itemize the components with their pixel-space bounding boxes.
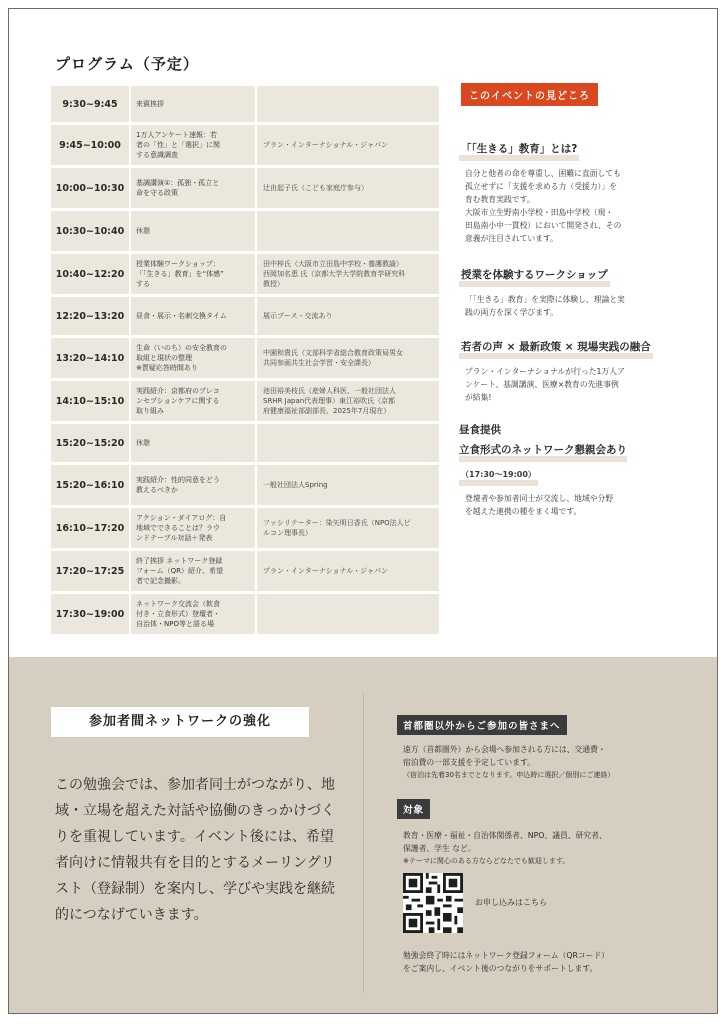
schedule-speaker bbox=[255, 424, 439, 462]
schedule-time: 16:10~17:20 bbox=[51, 508, 129, 548]
schedule-row bbox=[51, 338, 439, 378]
lunch-title: 昼食提供 bbox=[459, 424, 501, 436]
schedule-row bbox=[51, 125, 439, 165]
schedule-description: 休憩 bbox=[129, 211, 255, 251]
target-text: 教育・医療・福祉・自治体関係者、NPO、議員、研究者、 保護者、学生 など。 ※テーマに関心のある方ならどなたでも歓迎します。 bbox=[403, 831, 607, 865]
footer-text: 勉強会終了時にはネットワーク登録フォーム（QRコード） をご案内し、イベント後のつながりをサポートします。 bbox=[403, 951, 610, 973]
schedule-row bbox=[51, 381, 439, 421]
schedule-description: 休憩 bbox=[129, 424, 255, 462]
highlight-body: 「「生きる」教育」を実際に体験し、理論と実 践の両方を深く学びます。 bbox=[465, 295, 625, 317]
highlight-title: 「「生きる」教育」とは? bbox=[459, 143, 579, 161]
highlight-title: 若者の声 × 最新政策 × 現場実践の融合 bbox=[459, 341, 653, 359]
schedule-time: 13:20~14:10 bbox=[51, 338, 129, 378]
lunch-body: 登壇者や参加者同士が交流し、地域や分野 を越えた連携の種をまく場です。 bbox=[465, 494, 614, 516]
target-label: 対象 bbox=[397, 799, 430, 819]
schedule-speaker: 池田裕美枝氏（産婦人科医、一般社団法人 SRHR Japan代表理事）東江裕吹氏（京都 府健康福祉部副部長、2025年7月現在） bbox=[255, 381, 439, 421]
lunch-subtitle: 立食形式のネットワーク懇親会あり bbox=[459, 444, 627, 462]
apply-link[interactable]: お申し込みはこちら bbox=[475, 898, 547, 907]
schedule-time: 12:20~13:20 bbox=[51, 297, 129, 335]
schedule-row bbox=[51, 254, 439, 294]
schedule-description: 実践紹介：京都府のプレコ ンセプションケアに関する 取り組み bbox=[129, 381, 255, 421]
schedule-description: 終了挨拶 ネットワーク登録 フォーム（QR）紹介、希望 者で記念撮影。 bbox=[129, 551, 255, 591]
schedule-table bbox=[51, 83, 439, 637]
schedule-time: 9:30~9:45 bbox=[51, 86, 129, 122]
highlight-fusion bbox=[459, 335, 699, 404]
schedule-time: 10:40~12:20 bbox=[51, 254, 129, 294]
schedule-description: 授業体験ワークショップ： 「「生きる」教育」を“体感” する bbox=[129, 254, 255, 294]
schedule-description: アクション・ダイアログ：自 地域でできることは？ラウ ンドテーブル対話＋発表 bbox=[129, 508, 255, 548]
schedule-speaker: 一般社団法人Spring bbox=[255, 465, 439, 505]
highlights-badge: このイベントの見どころ bbox=[461, 83, 598, 106]
highlight-lunch bbox=[459, 423, 699, 518]
lunch-time: （17:30〜19:00） bbox=[459, 470, 538, 486]
schedule-speaker: 中園和貴氏（文部科学省総合教育政策局男女 共同参画共生社会学習・安全課長） bbox=[255, 338, 439, 378]
schedule-time: 15:20~16:10 bbox=[51, 465, 129, 505]
schedule-description: ネットワーク交流会（飲食 付き・立食形式）登壇者・ 自治体・NPO等と語る場 bbox=[129, 594, 255, 634]
highlight-body: プラン・インターナショナルが行った1万人ア ンケート、基調講演、医療×教育の先進事例 が結集! bbox=[465, 367, 625, 402]
schedule-speaker bbox=[255, 211, 439, 251]
schedule-row bbox=[51, 211, 439, 251]
schedule-row bbox=[51, 508, 439, 548]
schedule-speaker: プラン・インターナショナル・ジャパン bbox=[255, 551, 439, 591]
schedule-description: 来賓挨拶 bbox=[129, 86, 255, 122]
network-title: 参加者間ネットワークの強化 bbox=[51, 707, 309, 737]
schedule-row bbox=[51, 551, 439, 591]
schedule-description: 基調講演①：孤独・孤立と 命を守る政策 bbox=[129, 168, 255, 208]
schedule-description: 生命（いのち）の安全教育の 取組と現状の整理 ※質疑応答時間あり bbox=[129, 338, 255, 378]
schedule-row bbox=[51, 86, 439, 122]
qr-code-icon[interactable] bbox=[403, 873, 463, 933]
schedule-time: 17:20~17:25 bbox=[51, 551, 129, 591]
schedule-description: 昼食・展示・名刺交換タイム bbox=[129, 297, 255, 335]
program-title: プログラム（予定） bbox=[55, 55, 199, 73]
highlight-title: 授業を体験するワークショップ bbox=[459, 269, 610, 287]
highlight-body: 自分と他者の命を尊重し、困難に直面しても 孤立せずに「支援を求める力（受援力）」を 育む教育実践です。 大阪市立生野南小学校・田島中学校（現・ 田島南小中一貫校）において開発され、その 意義が注目されています。 bbox=[465, 169, 622, 243]
flyer-page bbox=[8, 8, 718, 1014]
schedule-time: 10:00~10:30 bbox=[51, 168, 129, 208]
support-label: 首都圏以外からご参加の皆さまへ bbox=[397, 715, 567, 735]
schedule-description: 1万人アンケート速報：若 者の「性」と「選択」に関 する意識調査 bbox=[129, 125, 255, 165]
schedule-speaker: ファシリテーター：染矢明日香氏（NPO法人ピ ルコン理事長） bbox=[255, 508, 439, 548]
schedule-row bbox=[51, 424, 439, 462]
schedule-description: 実践紹介：性的同意をどう 教えるべきか bbox=[129, 465, 255, 505]
schedule-speaker bbox=[255, 86, 439, 122]
schedule-time: 14:10~15:10 bbox=[51, 381, 129, 421]
schedule-speaker: 展示ブース・交流あり bbox=[255, 297, 439, 335]
schedule-row bbox=[51, 168, 439, 208]
schedule-time: 9:45~10:00 bbox=[51, 125, 129, 165]
section-divider bbox=[363, 693, 364, 993]
schedule-time: 15:20~15:20 bbox=[51, 424, 129, 462]
schedule-speaker bbox=[255, 594, 439, 634]
schedule-speaker: 辻由起子氏（こども家庭庁参与） bbox=[255, 168, 439, 208]
network-section bbox=[9, 657, 717, 1014]
network-description: この勉強会では、参加者同士がつながり、地域・立場を超えた対話や協働のきっかけづくりを重視しています。イベント後には、希望者向けに情報共有を目的とするメーリングリスト（登録制）を案内し、学びや実践を継続的につなげていきます。 bbox=[55, 777, 335, 923]
highlight-ikiru bbox=[459, 137, 699, 245]
schedule-time: 17:30~19:00 bbox=[51, 594, 129, 634]
schedule-row bbox=[51, 594, 439, 634]
schedule-time: 10:30~10:40 bbox=[51, 211, 129, 251]
schedule-row bbox=[51, 297, 439, 335]
schedule-row bbox=[51, 465, 439, 505]
support-text: 遠方（首都圏外）から会場へ参加される方には、交通費・ 宿泊費の一部支援を予定しています。 （宿泊は先着30名までとなります。申込時に選択／個別にご連絡） bbox=[403, 745, 615, 779]
highlight-workshop bbox=[459, 263, 699, 319]
schedule-speaker: 田中梓氏（大阪市立田島中学校・養護教諭） 西岡加名恵 氏（京都大学大学院教育学研究科 教授） bbox=[255, 254, 439, 294]
schedule-speaker: プラン・インターナショナル・ジャパン bbox=[255, 125, 439, 165]
